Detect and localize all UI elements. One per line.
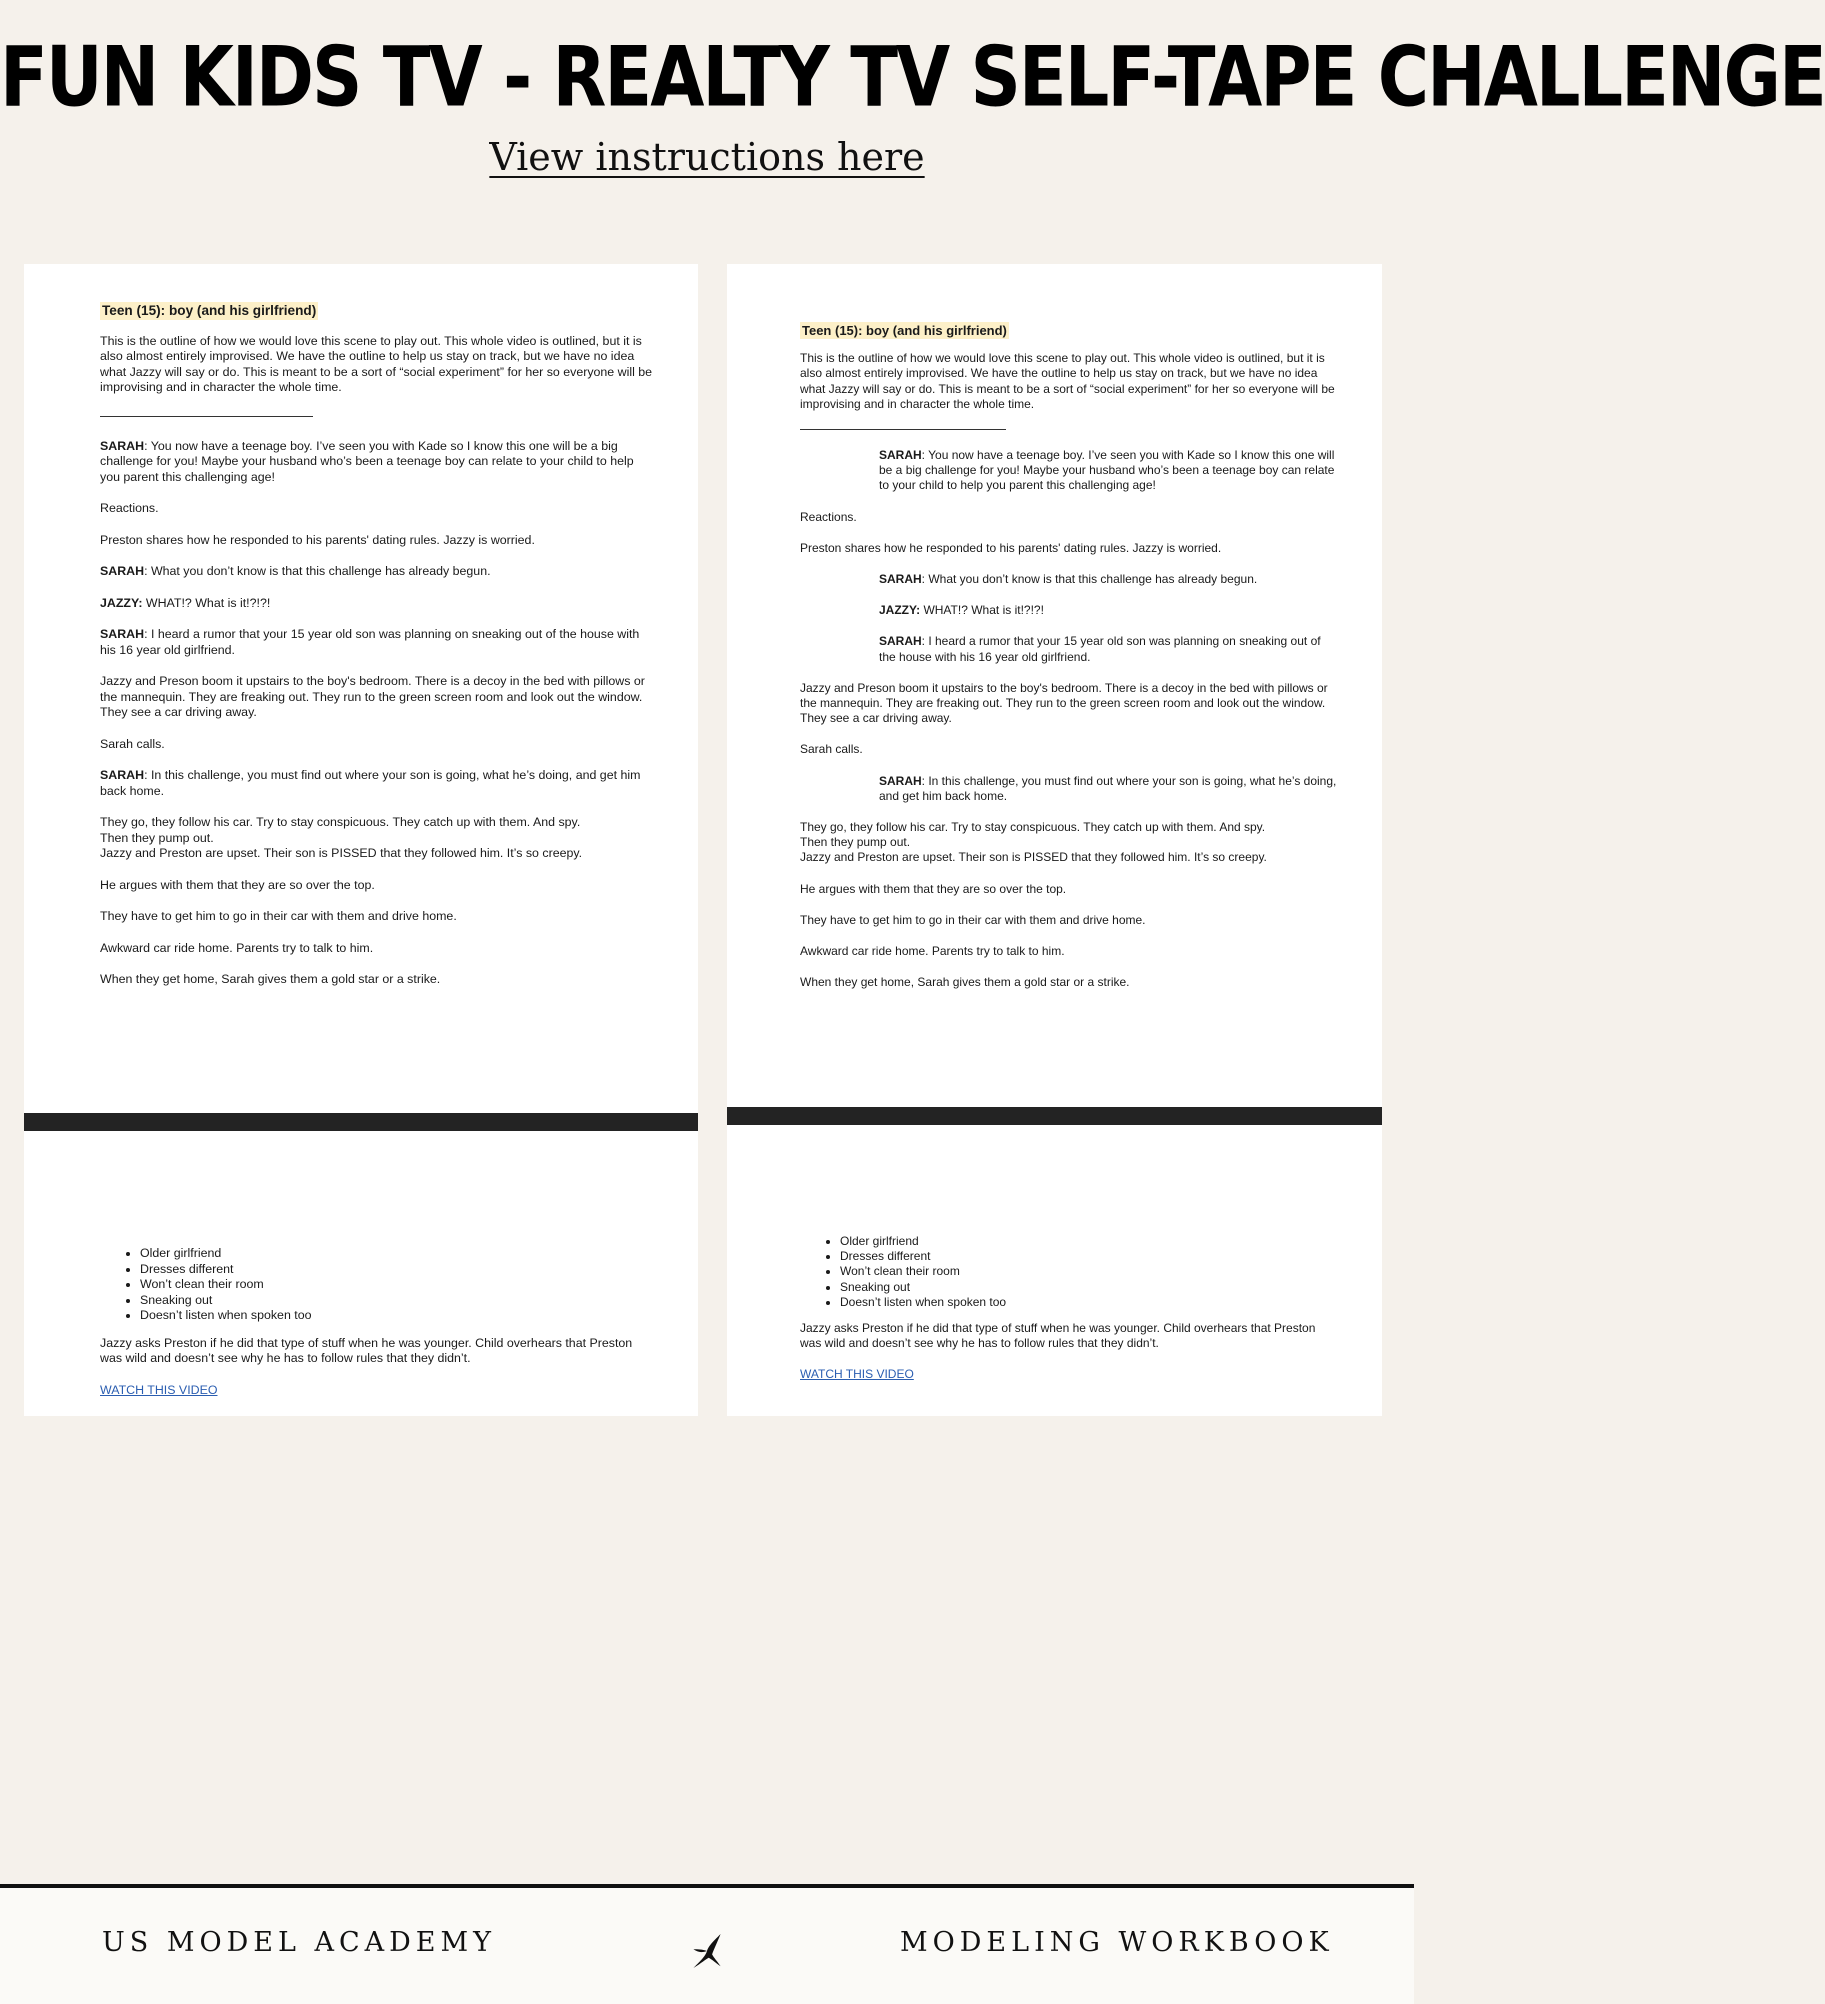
car-text: They have to get him to go in their car with them and drive home. [100,909,457,923]
list-item: • Doesn’t listen when spoken too [840,1295,1340,1310]
page-break-bar [24,1113,698,1131]
follow-line-1: They go, they follow his car. Try to stay conspicuous. They catch up with them. And spy. [100,815,581,829]
footer-workbook-label: MODELING WORKBOOK [900,1927,1334,1958]
speaker-name: SARAH [879,634,922,649]
intro-paragraph: This is the outline of how we would love this scene to play out. This whole video is outlined, but it is also almost entirely improvised. We have the outline to help us stay on track, but we have no idea what Jazzy will say or do. This is meant to be a sort of “social experiment” for her so everyone will be improvising and in character the whole time. [800,351,1335,411]
four-point-star-icon [690,1932,724,1970]
dialogue-text: WHAT!? What is it!?!?! [142,595,271,610]
scene-heading: Teen (15): boy (and his girlfriend) [102,303,317,318]
sarah-line-4 [879,774,1340,804]
sarah-line-3 [879,634,1340,664]
sarah-line-1 [879,448,1340,494]
divider-line [100,416,313,417]
gold-star-text: When they get home, Sarah gives them a gold star or a strike. [100,972,441,986]
follow-line-3: Jazzy and Preston are upset. Their son is PISSED that they followed him. It’s so creepy. [800,850,1267,865]
awkward-text: Awkward car ride home. Parents try to talk to him. [800,944,1065,959]
speaker-name: SARAH [879,572,922,587]
car-text: They have to get him to go in their car with them and drive home. [800,912,1146,927]
speaker-name: SARAH [100,768,145,782]
preston-shares-text: Preston shares how he responded to his parents' dating rules. Jazzy is worried. [100,532,535,547]
dialogue-text: : I heard a rumor that your 15 year old son was planning on sneaking out of the house with his 16 year old girlfriend. [879,634,1321,664]
dialogue-text: : You now have a teenage boy. I’ve seen you with Kade so I know this one will be a big challenge for you! Maybe your husband who’s been a teenage boy can relate to your child to help you parent this challenging age! [879,448,1335,493]
preston-shares-text: Preston shares how he responded to his parents' dating rules. Jazzy is worried. [800,540,1222,555]
intro-paragraph: This is the outline of how we would love this scene to play out. This whole video is outlined, but it is also almost entirely improvised. We have the outline to help us stay on track, but we have no idea what Jazzy will say or do. This is meant to be a sort of “social experiment” for her so everyone will be improvising and in character the whole time. [100,333,653,394]
speaker-name: SARAH [100,438,145,453]
dialogue-text: : I heard a rumor that your 15 year old son was planning on sneaking out of the house with his 16 year old girlfriend. [100,627,640,657]
follow-line-2: Then they pump out. [800,835,911,850]
follow-line-1: They go, they follow his car. Try to stay conspicuous. They catch up with them. And spy. [800,820,1266,835]
sarah-calls-text: Sarah calls. [100,736,165,751]
bullet-list [800,1234,1340,1310]
page-break-bar [727,1107,1382,1125]
divider-line [800,429,1006,430]
watch-video-link[interactable]: WATCH THIS VIDEO [100,1382,218,1397]
page-title: FUN KIDS TV - REALTY TV SELF-TAPE CHALLENGE [0,28,1825,126]
sarah-line-4 [100,768,655,799]
page-bottom-section [800,1234,1340,1383]
speaker-name: SARAH [100,564,145,578]
speaker-name: SARAH [879,773,922,788]
list-item: • Dresses different [140,1262,655,1278]
reactions-text: Reactions. [800,509,857,524]
speaker-name: JAZZY: [100,595,143,610]
dialogue-text: : You now have a teenage boy. I’ve seen you with Kade so I know this one will be a big challenge for you! Maybe your husband who’s been a teenage boy can relate to your child to help you parent this challenging age! [100,438,634,484]
list-item: • Doesn’t listen when spoken too [140,1308,655,1324]
instructions-link-row [0,135,1414,179]
view-instructions-link[interactable]: View instructions here [489,135,925,179]
list-item: • Sneaking out [840,1280,1340,1295]
awkward-text: Awkward car ride home. Parents try to talk to him. [100,940,374,955]
scene-heading: Teen (15): boy (and his girlfriend) [802,323,1007,338]
page-bottom-section [100,1246,655,1398]
jazzy-line [879,603,1340,618]
list-item: • Dresses different [840,1249,1340,1264]
list-item: • Won’t clean their room [140,1277,655,1293]
speaker-name: SARAH [100,627,145,641]
sarah-line-1 [100,439,655,486]
sarah-line-2 [100,564,655,580]
dialogue-text: WHAT!? What is it!?!?! [920,603,1044,618]
bullet-list [100,1246,655,1324]
speaker-name: SARAH [879,448,922,463]
follow-line-2: Then they pump out. [100,830,214,845]
watch-video-link[interactable]: WATCH THIS VIDEO [800,1367,914,1382]
gold-star-text: When they get home, Sarah gives them a gold star or a strike. [800,975,1130,990]
closing-paragraph: Jazzy asks Preston if he did that type of stuff when he was younger. Child overhears that Preston was wild and doesn’t see why he has to follow rules that they didn’t. [800,1321,1316,1351]
dialogue-text: : In this challenge, you must find out where your son is going, what he’s doing, and get him back home. [100,768,641,798]
bedroom-paragraph: Jazzy and Preson boom it upstairs to the boy's bedroom. There is a decoy in the bed with pillows or the mannequin. They are freaking out. They run to the green screen room and look out the window. They see a car driving away. [800,680,1328,726]
sarah-line-2 [879,572,1340,587]
argues-text: He argues with them that they are so over the top. [800,881,1067,896]
footer [0,1884,1414,2004]
reactions-text: Reactions. [100,501,159,515]
list-item: • Older girlfriend [840,1234,1340,1249]
sarah-calls-text: Sarah calls. [800,742,863,757]
speaker-name: JAZZY: [879,603,921,618]
footer-brand: US MODEL ACADEMY [102,1927,496,1958]
dialogue-text: : What you don’t know is that this challenge has already begun. [144,564,491,578]
closing-paragraph: Jazzy asks Preston if he did that type of stuff when he was younger. Child overhears that Preston was wild and doesn’t see why he has to follow rules that they didn’t. [100,1335,633,1365]
jazzy-line [100,596,655,612]
argues-text: He argues with them that they are so over the top. [100,877,375,892]
list-item: • Older girlfriend [140,1246,655,1262]
bedroom-paragraph: Jazzy and Preson boom it upstairs to the boy's bedroom. There is a decoy in the bed with pillows or the mannequin. They are freaking out. They run to the green screen room and look out the window. They see a car driving away. [100,674,645,719]
page-top-section [100,302,655,1004]
list-item: • Sneaking out [140,1293,655,1309]
script-page-left [24,264,698,1416]
dialogue-text: : In this challenge, you must find out where your son is going, what he’s doing, and get him back home. [879,773,1337,803]
script-page-right [727,264,1382,1416]
follow-line-3: Jazzy and Preston are upset. Their son is PISSED that they followed him. It’s so creepy. [100,846,583,860]
page-top-section [800,322,1340,1006]
sarah-line-3 [100,627,655,658]
list-item: • Won’t clean their room [840,1264,1340,1279]
dialogue-text: : What you don’t know is that this challenge has already begun. [921,572,1258,587]
